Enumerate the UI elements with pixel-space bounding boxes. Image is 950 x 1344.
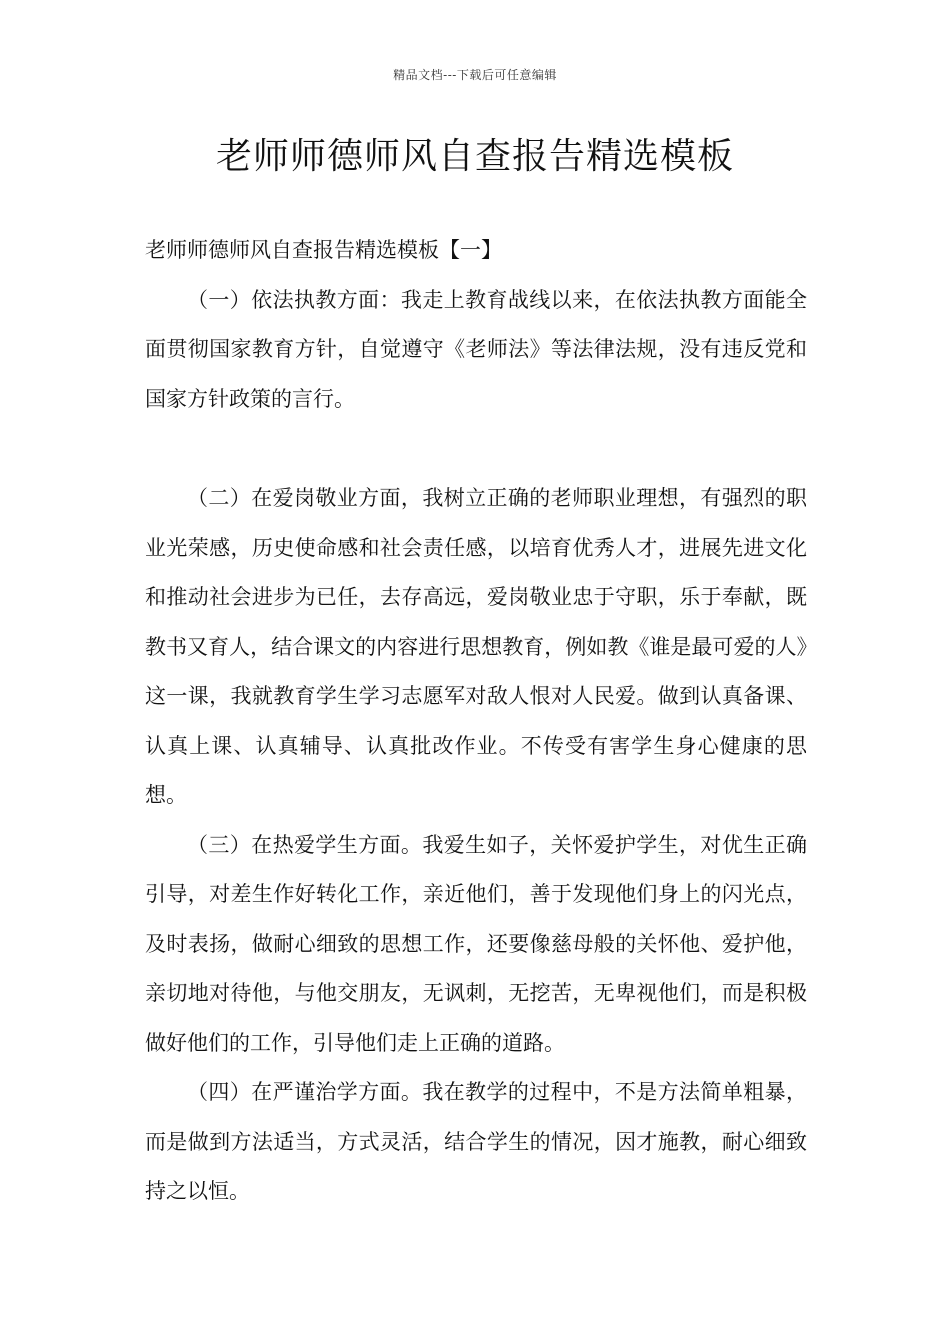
document-title: 老师师德师风自查报告精选模板: [215, 136, 734, 177]
paragraph-4: （四）在严谨治学方面。我在教学的过程中，不是方法简单粗暴，而是做到方法适当，方式灵活，结合学生的情况，因才施教，耐心细致持之以恒。: [145, 1080, 807, 1203]
paragraph-1: （一）依法执教方面：我走上教育战线以来，在依法执教方面能全面贯彻国家教育方针，自觉遵守《老师法》等法律法规，没有违反党和国家方针政策的言行。: [145, 287, 807, 411]
paragraph-2: （二）在爱岗敬业方面，我树立正确的老师职业理想，有强烈的职业光荣感，历史使命感和社会责任感，以培育优秀人才，进展先进文化和推动社会进步为已任，去存高远，爱岗敬业忠于守职，乐于奉献，既教书又育人，结合课文的内容进行思想教育，例如教《谁是最可爱的人》这一课，我就教育学生学习志愿军对敌人恨对人民爱。做到认真备课、认真上课、认真辅导、认真批改作业。不传受有害学生身心健康的思想。: [145, 486, 807, 807]
header-note: 精品文档---下载后可任意编辑: [393, 68, 557, 82]
paragraph-spacer: [145, 424, 807, 474]
section-heading: 老师师德师风自查报告精选模板【一】: [145, 238, 502, 262]
document-body: [145, 226, 807, 1217]
paragraph-3: （三）在热爱学生方面。我爱生如子，关怀爱护学生，对优生正确引导，对差生作好转化工作，亲近他们，善于发现他们身上的闪光点，及时表扬，做耐心细致的思想工作，还要像慈母般的关怀他、爱护他，亲切地对待他，与他交朋友，无讽刺，无挖苦，无卑视他们，而是积极做好他们的工作，引导他们走上正确的道路。: [145, 832, 807, 1055]
